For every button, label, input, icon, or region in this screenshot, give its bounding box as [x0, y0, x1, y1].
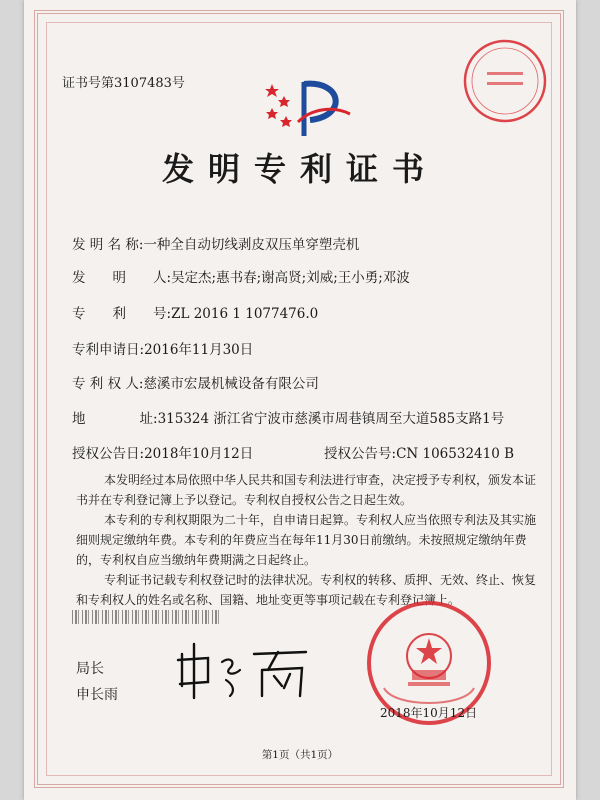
director-name: 申长雨	[76, 687, 118, 703]
field-label: 授权公告号:	[324, 446, 397, 462]
field-value: CN 106532410 B	[396, 446, 515, 462]
field-invention-name	[72, 233, 359, 253]
field-label: 发 明 名 称:	[72, 237, 144, 253]
field-value: 慈溪市宏晟机械设备有限公司	[143, 376, 319, 392]
page-footer: 第1页（共1页）	[261, 749, 339, 761]
field-grant-date	[72, 442, 253, 462]
field-label: 专利申请日:	[72, 342, 145, 358]
field-label: 专 利 号:	[72, 306, 172, 322]
page-title: 发明专利证书	[161, 150, 438, 188]
certificate-number: 证书号第3107483号	[62, 76, 185, 91]
certificate-body	[76, 470, 536, 610]
field-value: 2016年11月30日	[144, 342, 254, 358]
field-value: ZL 2016 1 1077476.0	[171, 306, 319, 322]
field-application-date	[72, 338, 253, 358]
field-label: 授权公告日:	[72, 446, 145, 462]
field-label: 发 明 人:	[72, 270, 172, 286]
seal-date: 2018年10月12日	[380, 706, 478, 720]
agency-seal-icon	[460, 36, 550, 130]
field-value: 315324 浙江省宁波市慈溪市周巷镇周至大道585支路1号	[157, 411, 505, 427]
paragraph: 本发明经过本局依照中华人民共和国专利法进行审查，决定授予专利权，颁发本证书并在专利登记簿上予以登记。专利权自授权公告之日起生效。	[76, 473, 537, 507]
certificate-sheet	[24, 0, 576, 800]
paragraph: 本专利的专利权期限为二十年，自申请日起算。专利权人应当依照专利法及其实施细则规定缴纳年费。本专利的年费应当在每年11月30日前缴纳。未按照规定缴纳年费的，专利权自应当缴纳年费期满之日起终止。	[76, 513, 537, 567]
field-patent-number	[72, 302, 318, 322]
field-value: 2018年10月12日	[144, 446, 254, 462]
field-inventors	[72, 266, 410, 286]
field-grant-number	[324, 442, 514, 462]
field-patentee	[72, 372, 319, 392]
barcode	[72, 610, 222, 624]
director-title: 局长	[76, 661, 104, 677]
field-address	[72, 407, 504, 427]
patent-office-logo-icon	[264, 78, 356, 144]
paragraph: 专利证书记载专利权登记时的法律状况。专利权的转移、质押、无效、终止、恢复和专利权人的姓名或名称、国籍、地址变更等事项记载在专利登记簿上。	[76, 573, 537, 607]
field-value: 一种全自动切线剥皮双压单穿塑壳机	[143, 237, 360, 253]
field-label: 地 址:	[72, 411, 158, 427]
field-label: 专 利 权 人:	[72, 376, 144, 392]
director-signature	[174, 640, 314, 704]
field-value: 吴定杰;惠书春;谢高贤;刘威;王小勇;邓波	[171, 270, 410, 286]
